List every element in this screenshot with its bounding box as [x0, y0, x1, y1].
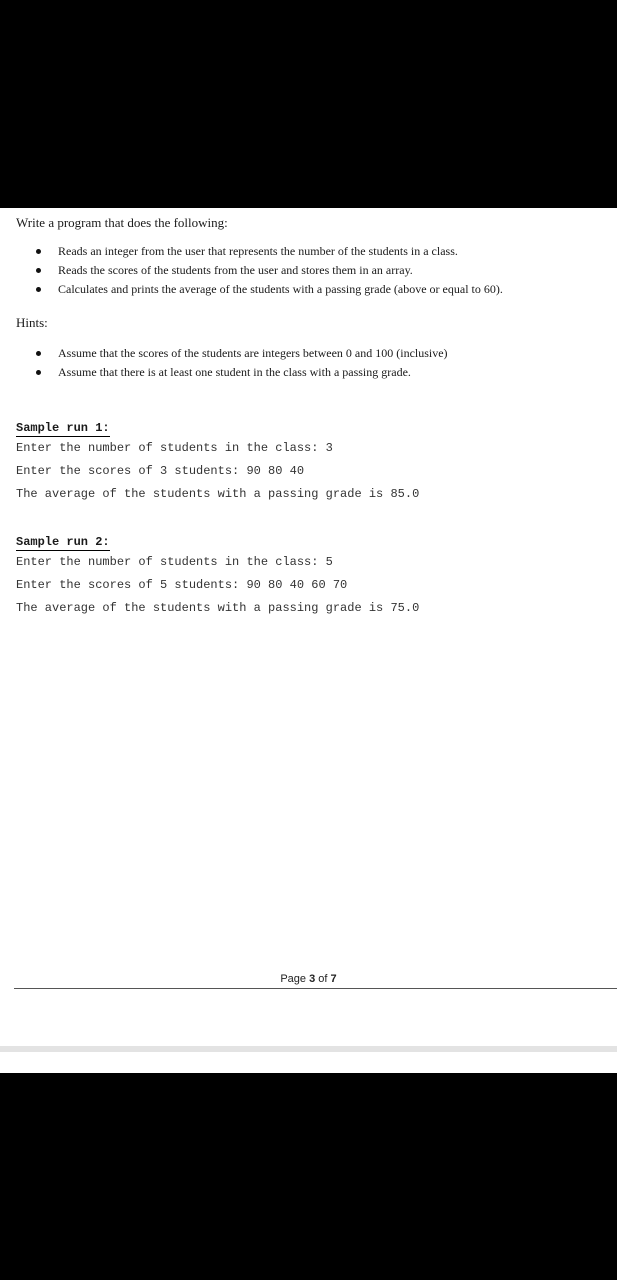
console-line: Enter the number of students in the class: 5 [16, 555, 333, 569]
sample-run-2 [16, 532, 419, 620]
sample-run-title: Sample run 1: [16, 421, 110, 435]
console-line: Enter the scores of 3 students: 90 80 40 [16, 464, 305, 478]
list-item: Calculates and prints the average of the students with a passing grade (above or equal to 60). [36, 280, 503, 299]
of-label: of [318, 973, 328, 985]
page-footer [0, 973, 617, 985]
footer-divider [14, 988, 617, 989]
list-item: Reads the scores of the students from the user and stores them in an array. [36, 261, 503, 280]
bullet-icon [36, 249, 41, 254]
sample-run-1 [16, 418, 419, 506]
document-page [0, 208, 617, 1073]
list-item: Reads an integer from the user that represents the number of the students in a class. [36, 242, 503, 261]
page-bottom-edge [0, 1046, 617, 1052]
bullet-icon [36, 370, 41, 375]
console-line: Enter the number of students in the class: 3 [16, 441, 333, 455]
list-item: Assume that there is at least one student in the class with a passing grade. [36, 363, 448, 382]
hints-heading: Hints: [16, 315, 48, 330]
hints-list [36, 344, 448, 382]
requirements-list [36, 242, 503, 299]
list-item: Assume that the scores of the students are integers between 0 and 100 (inclusive) [36, 344, 448, 363]
page-total: 7 [330, 973, 337, 985]
bullet-icon [36, 351, 41, 356]
console-line: Enter the scores of 5 students: 90 80 40 60 70 [16, 578, 348, 592]
bullet-icon [36, 287, 41, 292]
page-number: 3 [309, 973, 316, 985]
console-line: The average of the students with a passing grade is 75.0 [16, 601, 420, 615]
bullet-icon [36, 268, 41, 273]
intro-text: Write a program that does the following: [16, 215, 228, 230]
sample-run-title: Sample run 2: [16, 535, 110, 549]
page-label: Page [280, 973, 307, 985]
console-line: The average of the students with a passing grade is 85.0 [16, 487, 420, 501]
